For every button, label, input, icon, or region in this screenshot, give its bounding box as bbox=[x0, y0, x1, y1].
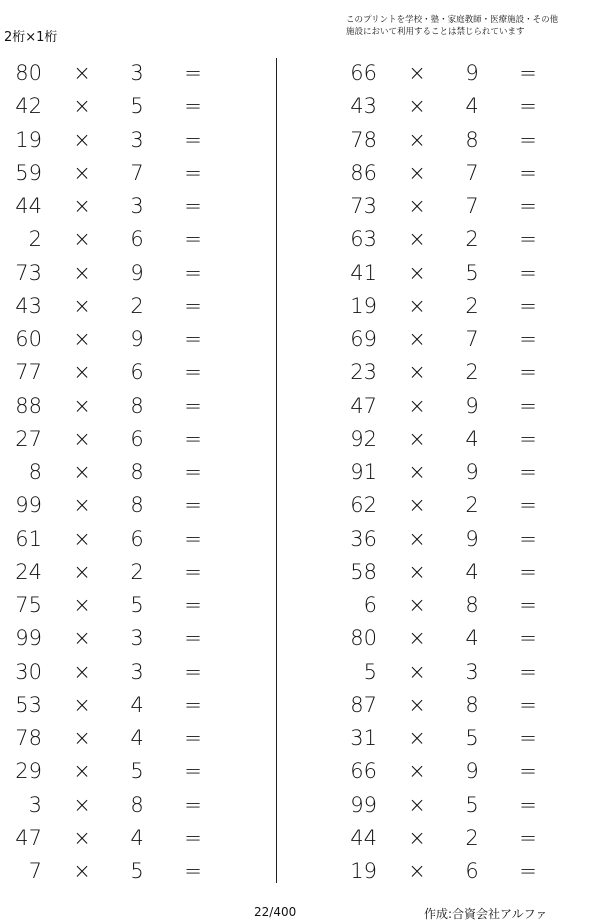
multiply-sign: × bbox=[408, 626, 426, 651]
multiplicand: 63 bbox=[350, 227, 377, 252]
problem-row bbox=[335, 556, 575, 589]
multiplier: 7 bbox=[465, 327, 479, 351]
equals-sign: = bbox=[184, 626, 202, 651]
problem-row bbox=[0, 689, 240, 722]
multiplicand: 80 bbox=[15, 61, 42, 85]
multiply-sign: × bbox=[408, 526, 426, 551]
multiplicand: 27 bbox=[15, 426, 42, 451]
multiplier: 5 bbox=[130, 859, 144, 883]
multiply-sign: × bbox=[73, 260, 91, 285]
multiply-sign: × bbox=[408, 327, 426, 351]
multiplier: 3 bbox=[130, 626, 144, 651]
multiply-sign: × bbox=[73, 327, 91, 351]
multiply-sign: × bbox=[73, 393, 91, 418]
problem-row bbox=[0, 157, 240, 190]
problem-row bbox=[0, 523, 240, 556]
problem-row bbox=[0, 257, 240, 290]
multiplicand: 44 bbox=[15, 194, 42, 218]
multiply-sign: × bbox=[73, 726, 91, 750]
problem-row bbox=[0, 390, 240, 423]
multiplier: 6 bbox=[465, 859, 479, 883]
multiplier: 3 bbox=[130, 61, 144, 85]
multiplicand: 99 bbox=[15, 626, 42, 651]
problem-row bbox=[0, 656, 240, 689]
multiply-sign: × bbox=[73, 94, 91, 119]
multiply-sign: × bbox=[73, 426, 91, 451]
multiplicand: 91 bbox=[350, 460, 377, 484]
column-divider bbox=[276, 58, 277, 883]
multiply-sign: × bbox=[73, 659, 91, 684]
multiply-sign: × bbox=[73, 493, 91, 518]
left-problem-column bbox=[0, 57, 240, 888]
equals-sign: = bbox=[519, 61, 537, 85]
multiply-sign: × bbox=[408, 593, 426, 617]
equals-sign: = bbox=[184, 293, 202, 318]
problem-row bbox=[335, 356, 575, 389]
multiplicand: 59 bbox=[15, 160, 42, 185]
multiplicand: 8 bbox=[28, 460, 42, 484]
multiply-sign: × bbox=[408, 659, 426, 684]
equals-sign: = bbox=[519, 160, 537, 185]
multiplier: 3 bbox=[465, 659, 479, 684]
right-problem-column bbox=[335, 57, 575, 888]
problem-row bbox=[0, 489, 240, 522]
multiplier: 9 bbox=[465, 61, 479, 85]
equals-sign: = bbox=[184, 659, 202, 684]
multiplier: 3 bbox=[130, 127, 144, 152]
problem-row bbox=[0, 456, 240, 489]
equals-sign: = bbox=[184, 692, 202, 717]
multiplier: 8 bbox=[130, 393, 144, 418]
multiply-sign: × bbox=[408, 360, 426, 385]
multiplier: 4 bbox=[465, 559, 479, 584]
multiplicand: 60 bbox=[15, 327, 42, 351]
multiplier: 4 bbox=[130, 692, 144, 717]
multiplicand: 41 bbox=[350, 260, 377, 285]
multiplicand: 99 bbox=[15, 493, 42, 518]
equals-sign: = bbox=[519, 593, 537, 617]
multiplicand: 36 bbox=[350, 526, 377, 551]
multiplier: 8 bbox=[130, 493, 144, 518]
problem-row bbox=[335, 789, 575, 822]
equals-sign: = bbox=[184, 593, 202, 617]
equals-sign: = bbox=[184, 94, 202, 119]
multiplicand: 75 bbox=[15, 593, 42, 617]
equals-sign: = bbox=[184, 61, 202, 85]
multiplicand: 62 bbox=[350, 493, 377, 518]
multiply-sign: × bbox=[408, 759, 426, 784]
multiplicand: 78 bbox=[15, 726, 42, 750]
equals-sign: = bbox=[519, 659, 537, 684]
equals-sign: = bbox=[184, 227, 202, 252]
problem-row bbox=[335, 622, 575, 655]
problem-row bbox=[0, 223, 240, 256]
multiplier: 7 bbox=[465, 194, 479, 218]
multiplier: 3 bbox=[130, 659, 144, 684]
multiplier: 4 bbox=[465, 94, 479, 119]
equals-sign: = bbox=[184, 825, 202, 850]
equals-sign: = bbox=[184, 526, 202, 551]
multiplicand: 78 bbox=[350, 127, 377, 152]
problem-row bbox=[0, 822, 240, 855]
problem-row bbox=[335, 523, 575, 556]
problem-row bbox=[0, 57, 240, 90]
problem-row bbox=[335, 656, 575, 689]
multiplicand: 24 bbox=[15, 559, 42, 584]
multiply-sign: × bbox=[73, 759, 91, 784]
multiplicand: 3 bbox=[28, 792, 42, 817]
multiplicand: 99 bbox=[350, 792, 377, 817]
multiplicand: 19 bbox=[15, 127, 42, 152]
multiplier: 8 bbox=[130, 460, 144, 484]
equals-sign: = bbox=[519, 859, 537, 883]
problem-row bbox=[0, 722, 240, 755]
problem-row bbox=[335, 755, 575, 788]
multiply-sign: × bbox=[408, 293, 426, 318]
multiplicand: 31 bbox=[350, 726, 377, 750]
multiply-sign: × bbox=[408, 559, 426, 584]
multiply-sign: × bbox=[408, 859, 426, 883]
multiplicand: 6 bbox=[363, 593, 377, 617]
multiplicand: 77 bbox=[15, 360, 42, 385]
problem-row bbox=[0, 789, 240, 822]
multiplicand: 92 bbox=[350, 426, 377, 451]
problem-row bbox=[335, 157, 575, 190]
multiplier: 4 bbox=[465, 626, 479, 651]
problem-row bbox=[0, 290, 240, 323]
multiplier: 6 bbox=[130, 426, 144, 451]
equals-sign: = bbox=[184, 194, 202, 218]
equals-sign: = bbox=[184, 859, 202, 883]
multiplicand: 61 bbox=[15, 526, 42, 551]
equals-sign: = bbox=[519, 559, 537, 584]
multiplier: 8 bbox=[130, 792, 144, 817]
equals-sign: = bbox=[519, 792, 537, 817]
equals-sign: = bbox=[184, 792, 202, 817]
multiply-sign: × bbox=[408, 460, 426, 484]
multiply-sign: × bbox=[408, 792, 426, 817]
problem-row bbox=[0, 356, 240, 389]
multiplicand: 86 bbox=[350, 160, 377, 185]
equals-sign: = bbox=[519, 327, 537, 351]
multiply-sign: × bbox=[73, 692, 91, 717]
problem-row bbox=[335, 190, 575, 223]
multiply-sign: × bbox=[73, 792, 91, 817]
multiply-sign: × bbox=[73, 859, 91, 883]
multiplicand: 29 bbox=[15, 759, 42, 784]
problem-row bbox=[335, 489, 575, 522]
equals-sign: = bbox=[519, 692, 537, 717]
multiplicand: 66 bbox=[350, 61, 377, 85]
multiplier: 6 bbox=[130, 227, 144, 252]
problem-row bbox=[0, 323, 240, 356]
multiplicand: 47 bbox=[350, 393, 377, 418]
multiplicand: 43 bbox=[350, 94, 377, 119]
problem-row bbox=[335, 423, 575, 456]
multiplier: 9 bbox=[465, 526, 479, 551]
equals-sign: = bbox=[184, 493, 202, 518]
problem-row bbox=[335, 57, 575, 90]
problem-row bbox=[335, 124, 575, 157]
multiply-sign: × bbox=[73, 194, 91, 218]
equals-sign: = bbox=[184, 260, 202, 285]
multiplier: 2 bbox=[130, 559, 144, 584]
equals-sign: = bbox=[519, 194, 537, 218]
multiplier: 4 bbox=[465, 426, 479, 451]
problem-row bbox=[0, 589, 240, 622]
multiplicand: 19 bbox=[350, 293, 377, 318]
equals-sign: = bbox=[519, 227, 537, 252]
equals-sign: = bbox=[184, 726, 202, 750]
multiply-sign: × bbox=[408, 227, 426, 252]
problem-row bbox=[0, 124, 240, 157]
equals-sign: = bbox=[184, 393, 202, 418]
multiply-sign: × bbox=[73, 360, 91, 385]
multiplicand: 69 bbox=[350, 327, 377, 351]
equals-sign: = bbox=[184, 426, 202, 451]
multiplicand: 80 bbox=[350, 626, 377, 651]
equals-sign: = bbox=[519, 526, 537, 551]
multiplicand: 73 bbox=[350, 194, 377, 218]
multiply-sign: × bbox=[408, 160, 426, 185]
problem-row bbox=[335, 390, 575, 423]
multiply-sign: × bbox=[408, 426, 426, 451]
equals-sign: = bbox=[184, 327, 202, 351]
equals-sign: = bbox=[184, 759, 202, 784]
usage-notice-line: 施設において利用することは禁じられています bbox=[346, 27, 525, 37]
multiplier: 2 bbox=[465, 493, 479, 518]
multiplicand: 43 bbox=[15, 293, 42, 318]
multiplier: 7 bbox=[465, 160, 479, 185]
problem-row bbox=[335, 223, 575, 256]
problem-row bbox=[0, 423, 240, 456]
multiply-sign: × bbox=[408, 692, 426, 717]
problem-row bbox=[335, 257, 575, 290]
problem-row bbox=[335, 855, 575, 888]
multiplier: 3 bbox=[130, 194, 144, 218]
multiply-sign: × bbox=[73, 293, 91, 318]
problem-row bbox=[335, 822, 575, 855]
multiply-sign: × bbox=[408, 825, 426, 850]
equals-sign: = bbox=[184, 360, 202, 385]
problem-row bbox=[0, 855, 240, 888]
equals-sign: = bbox=[519, 260, 537, 285]
equals-sign: = bbox=[184, 160, 202, 185]
multiplier: 9 bbox=[465, 393, 479, 418]
multiplier: 9 bbox=[130, 260, 144, 285]
equals-sign: = bbox=[519, 393, 537, 418]
multiplier: 7 bbox=[130, 160, 144, 185]
multiplier: 2 bbox=[465, 227, 479, 252]
equals-sign: = bbox=[519, 293, 537, 318]
equals-sign: = bbox=[184, 460, 202, 484]
multiplicand: 30 bbox=[15, 659, 42, 684]
problem-row bbox=[335, 589, 575, 622]
equals-sign: = bbox=[519, 759, 537, 784]
multiplier: 9 bbox=[465, 460, 479, 484]
multiplicand: 58 bbox=[350, 559, 377, 584]
multiplicand: 42 bbox=[15, 94, 42, 119]
equals-sign: = bbox=[519, 94, 537, 119]
multiply-sign: × bbox=[408, 493, 426, 518]
multiplier: 5 bbox=[465, 260, 479, 285]
multiply-sign: × bbox=[408, 94, 426, 119]
equals-sign: = bbox=[519, 360, 537, 385]
multiply-sign: × bbox=[408, 260, 426, 285]
usage-notice bbox=[346, 14, 586, 38]
equals-sign: = bbox=[184, 559, 202, 584]
multiplier: 4 bbox=[130, 825, 144, 850]
multiplicand: 47 bbox=[15, 825, 42, 850]
multiply-sign: × bbox=[73, 626, 91, 651]
multiply-sign: × bbox=[408, 393, 426, 418]
problem-row bbox=[0, 755, 240, 788]
multiplicand: 2 bbox=[28, 227, 42, 252]
multiply-sign: × bbox=[73, 160, 91, 185]
equals-sign: = bbox=[519, 626, 537, 651]
worksheet-title: 2桁×1桁 bbox=[4, 30, 58, 45]
problem-row bbox=[335, 290, 575, 323]
equals-sign: = bbox=[519, 825, 537, 850]
multiplier: 2 bbox=[465, 360, 479, 385]
multiplier: 8 bbox=[465, 127, 479, 152]
multiply-sign: × bbox=[408, 61, 426, 85]
multiplicand: 44 bbox=[350, 825, 377, 850]
problem-row bbox=[0, 556, 240, 589]
multiply-sign: × bbox=[73, 460, 91, 484]
multiplicand: 66 bbox=[350, 759, 377, 784]
equals-sign: = bbox=[519, 726, 537, 750]
problem-row bbox=[335, 722, 575, 755]
multiplicand: 7 bbox=[28, 859, 42, 883]
multiplier: 2 bbox=[130, 293, 144, 318]
multiply-sign: × bbox=[73, 227, 91, 252]
multiplicand: 87 bbox=[350, 692, 377, 717]
problem-row bbox=[335, 90, 575, 123]
multiply-sign: × bbox=[73, 127, 91, 152]
multiplier: 5 bbox=[465, 726, 479, 750]
problem-row bbox=[335, 689, 575, 722]
page-number: 22/400 bbox=[254, 905, 297, 919]
multiplier: 8 bbox=[465, 692, 479, 717]
problem-row bbox=[335, 323, 575, 356]
problem-row bbox=[0, 190, 240, 223]
multiplicand: 88 bbox=[15, 393, 42, 418]
equals-sign: = bbox=[519, 426, 537, 451]
problem-row bbox=[0, 90, 240, 123]
multiplier: 5 bbox=[130, 94, 144, 119]
equals-sign: = bbox=[519, 460, 537, 484]
multiplicand: 73 bbox=[15, 260, 42, 285]
author-credit: 作成:合資会社アルファ bbox=[424, 907, 548, 921]
multiplicand: 23 bbox=[350, 360, 377, 385]
problem-row bbox=[335, 456, 575, 489]
multiplier: 6 bbox=[130, 526, 144, 551]
multiply-sign: × bbox=[408, 194, 426, 218]
multiplicand: 53 bbox=[15, 692, 42, 717]
usage-notice-line: このプリントを学校・塾・家庭教師・医療施設・その他 bbox=[346, 15, 559, 25]
multiplier: 9 bbox=[465, 759, 479, 784]
multiplier: 2 bbox=[465, 293, 479, 318]
multiplier: 5 bbox=[130, 593, 144, 617]
multiplicand: 5 bbox=[363, 659, 377, 684]
multiply-sign: × bbox=[73, 559, 91, 584]
multiply-sign: × bbox=[408, 726, 426, 750]
multiply-sign: × bbox=[73, 526, 91, 551]
multiplier: 2 bbox=[465, 825, 479, 850]
multiply-sign: × bbox=[73, 61, 91, 85]
multiply-sign: × bbox=[408, 127, 426, 152]
multiplier: 9 bbox=[130, 327, 144, 351]
equals-sign: = bbox=[519, 493, 537, 518]
multiplier: 4 bbox=[130, 726, 144, 750]
multiplier: 5 bbox=[130, 759, 144, 784]
multiplier: 8 bbox=[465, 593, 479, 617]
multiply-sign: × bbox=[73, 825, 91, 850]
multiplier: 5 bbox=[465, 792, 479, 817]
equals-sign: = bbox=[519, 127, 537, 152]
multiplier: 6 bbox=[130, 360, 144, 385]
multiply-sign: × bbox=[73, 593, 91, 617]
multiplicand: 19 bbox=[350, 859, 377, 883]
equals-sign: = bbox=[184, 127, 202, 152]
problem-row bbox=[0, 622, 240, 655]
